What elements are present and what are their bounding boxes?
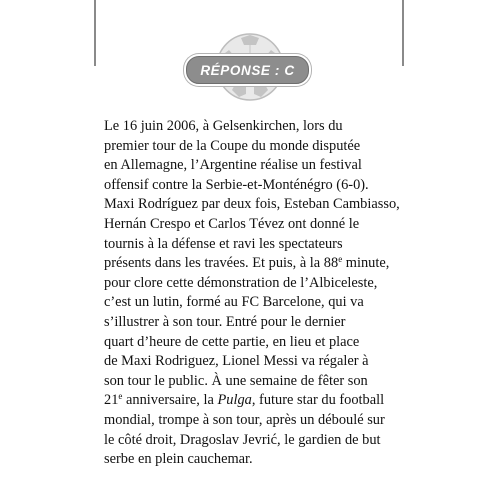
body-text-line: 21e anniversaire, la Pulga, future star du football [104, 391, 385, 409]
answer-badge [186, 56, 309, 84]
body-text-line: de Maxi Rodriguez, Lionel Messi va régaler à [104, 353, 369, 370]
body-text-line: en Allemagne, l’Argentine réalise un festival [104, 157, 362, 174]
body-text-line: Maxi Rodríguez par deux fois, Esteban Cambiasso, [104, 196, 400, 213]
body-text-line: son tour le public. À une semaine de fêter son [104, 372, 368, 389]
body-text-line: Hernán Crespo et Carlos Tévez ont donné le [104, 215, 360, 232]
body-text-line: mondial, trompe à son tour, après un déboulé sur [104, 411, 385, 428]
ordinal-superscript: e [118, 391, 123, 402]
body-text-line: serbe en plein cauchemar. [104, 451, 253, 468]
body-text-line: pour clore cette démonstration de l’Albiceleste, [104, 274, 378, 291]
body-text-line: Le 16 juin 2006, à Gelsenkirchen, lors du [104, 118, 343, 134]
body-text-line: premier tour de la Coupe du monde disputée [104, 137, 361, 154]
body-text-line: présents dans les travées. Et puis, à la 88e minute, [104, 254, 390, 272]
ordinal-superscript: e [338, 254, 343, 265]
answer-label: RÉPONSE : C [200, 62, 295, 78]
answer-explanation [104, 117, 404, 470]
body-text-line: offensif contre la Serbie-et-Monténégro (6-0). [104, 176, 369, 193]
body-text-line: c’est un lutin, formé au FC Barcelone, qui va [104, 294, 364, 311]
frame-line-left [94, 0, 96, 66]
body-text-line: tournis à la défense et ravi les spectateurs [104, 235, 343, 252]
frame-line-right [402, 0, 404, 66]
body-text-line: le côté droit, Dragoslav Jevrić, le gardien de but [104, 431, 381, 448]
body-text-line: s’illustrer à son tour. Entré pour le dernier [104, 313, 346, 330]
italic-term: Pulga [217, 392, 252, 409]
body-text-line: quart d’heure de cette partie, en lieu et place [104, 333, 360, 350]
